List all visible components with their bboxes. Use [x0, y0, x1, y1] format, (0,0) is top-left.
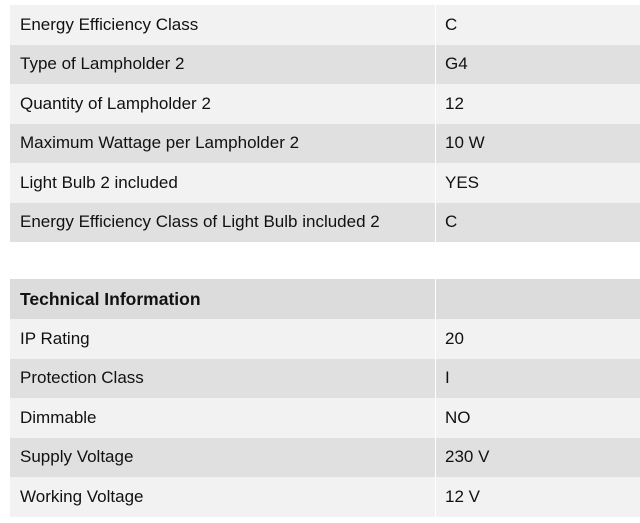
row-value: 12 [445, 93, 464, 113]
row-value: C [445, 14, 458, 34]
header-empty-cell [436, 279, 640, 319]
table-row [10, 398, 640, 438]
table-row [10, 45, 640, 85]
table-row [10, 203, 640, 243]
section-title: Technical Information [10, 279, 436, 319]
table-header [10, 279, 640, 319]
row-value: 230 V [445, 447, 490, 467]
row-value: 20 [445, 328, 464, 348]
row-label: Energy Efficiency Class of Light Bulb included 2 [10, 203, 436, 243]
table-row [10, 477, 640, 517]
table-row [10, 359, 640, 399]
table-row [10, 319, 640, 359]
row-label: Light Bulb 2 included [10, 163, 436, 203]
row-label: Supply Voltage [10, 438, 436, 478]
row-label: Maximum Wattage per Lampholder 2 [10, 124, 436, 164]
table-row [10, 5, 640, 45]
table-row [10, 163, 640, 203]
row-label: Dimmable [10, 398, 436, 438]
row-value: 10 W [445, 133, 485, 153]
technical-information-table [10, 279, 640, 517]
table-row [10, 124, 640, 164]
energy-spec-table [10, 5, 640, 242]
row-value: G4 [445, 54, 468, 74]
row-label: IP Rating [10, 319, 436, 359]
row-label: Energy Efficiency Class [10, 5, 436, 45]
row-value: NO [445, 407, 471, 427]
row-value: YES [445, 172, 480, 192]
row-value: I [445, 368, 450, 388]
row-label: Working Voltage [10, 477, 436, 517]
table-row [10, 438, 640, 478]
row-label: Quantity of Lampholder 2 [10, 84, 436, 124]
row-label: Protection Class [10, 359, 436, 399]
row-value: 12 V [445, 486, 480, 506]
row-label: Type of Lampholder 2 [10, 45, 436, 85]
row-value: C [445, 212, 458, 232]
table-row [10, 84, 640, 124]
